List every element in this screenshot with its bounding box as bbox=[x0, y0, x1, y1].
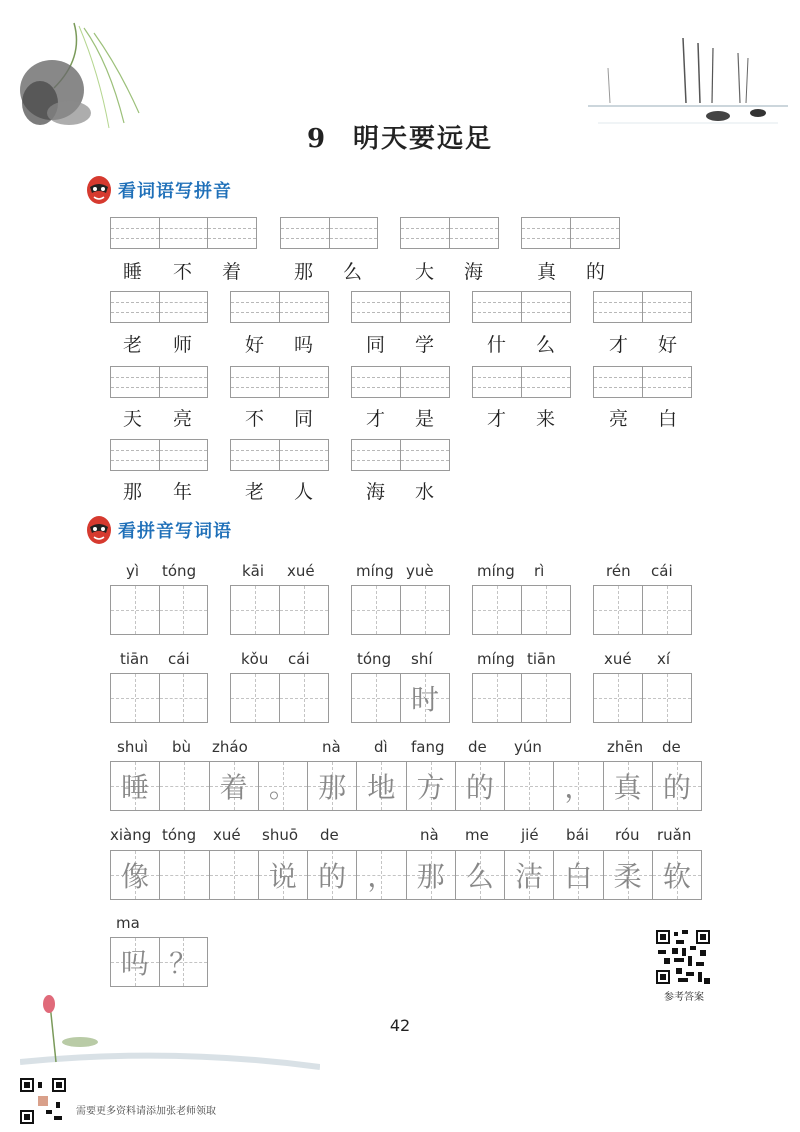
pinyin-writing-box[interactable] bbox=[400, 217, 499, 249]
pinyin-writing-box[interactable] bbox=[521, 217, 620, 249]
character-grid[interactable] bbox=[472, 673, 571, 723]
word-char: 年 bbox=[173, 481, 193, 503]
word-char: 亮 bbox=[173, 408, 193, 430]
character-grid[interactable] bbox=[110, 585, 208, 635]
word-char: 老 bbox=[245, 481, 265, 503]
word-char: 师 bbox=[173, 334, 193, 356]
pinyin-label: cái bbox=[288, 650, 310, 668]
pinyin-label: de bbox=[320, 826, 339, 844]
pinyin-label: tóng bbox=[357, 650, 392, 668]
pinyin-label: zháo bbox=[212, 738, 248, 756]
pinyin-writing-box[interactable] bbox=[472, 366, 571, 398]
word-char: 吗 bbox=[294, 334, 314, 356]
word-char: 不 bbox=[245, 408, 265, 430]
word-char: 才 bbox=[609, 334, 629, 356]
pinyin-label: xí bbox=[657, 650, 671, 668]
pinyin-writing-box[interactable] bbox=[110, 366, 208, 398]
pinyin-writing-box[interactable] bbox=[472, 291, 571, 323]
pinyin-label: ruǎn bbox=[657, 826, 692, 844]
pinyin-label: tóng bbox=[162, 562, 197, 580]
pinyin-writing-box[interactable] bbox=[110, 217, 257, 249]
word-char: 好 bbox=[245, 334, 265, 356]
page-title bbox=[0, 118, 800, 155]
character-grid[interactable] bbox=[472, 585, 571, 635]
sentence-grid[interactable]: 吗 ？ bbox=[110, 937, 208, 987]
pinyin-writing-box[interactable] bbox=[230, 439, 329, 471]
qr-caption: 参考答案 bbox=[664, 992, 704, 1003]
pinyin-label: ma bbox=[116, 914, 140, 932]
pinyin-writing-box[interactable] bbox=[110, 439, 208, 471]
pinyin-label: nà bbox=[420, 826, 439, 844]
word-char: 亮 bbox=[609, 408, 629, 430]
pinyin-label: bù bbox=[172, 738, 192, 756]
pinyin-label: tóng bbox=[162, 826, 197, 844]
word-char: 是 bbox=[415, 408, 435, 430]
pinyin-label: kāi bbox=[242, 562, 265, 580]
pinyin-label: de bbox=[662, 738, 681, 756]
pinyin-label: tiān bbox=[120, 650, 149, 668]
section-heading-pinyin bbox=[86, 174, 232, 206]
lesson-title: 明天要远足 bbox=[353, 124, 494, 154]
pinyin-label: xué bbox=[213, 826, 241, 844]
word-char: 海 bbox=[464, 261, 484, 283]
lesson-number: 9 bbox=[306, 124, 328, 154]
opera-mask-icon bbox=[86, 175, 112, 205]
pinyin-label: cái bbox=[651, 562, 673, 580]
pinyin-label: tiān bbox=[527, 650, 556, 668]
pinyin-label: shuō bbox=[262, 826, 299, 844]
character-grid[interactable] bbox=[351, 585, 450, 635]
opera-mask-icon bbox=[86, 515, 112, 545]
word-char: 好 bbox=[658, 334, 678, 356]
pinyin-writing-box[interactable] bbox=[110, 291, 208, 323]
word-char: 大 bbox=[415, 261, 435, 283]
pinyin-label: shí bbox=[411, 650, 433, 668]
word-char: 同 bbox=[366, 334, 386, 356]
word-char: 学 bbox=[415, 334, 435, 356]
character-grid[interactable] bbox=[230, 673, 329, 723]
word-char: 着 bbox=[222, 261, 242, 283]
pinyin-label: nà bbox=[322, 738, 341, 756]
footer-qr-code[interactable] bbox=[20, 1078, 66, 1124]
pinyin-label: de bbox=[468, 738, 487, 756]
word-char: 那 bbox=[294, 261, 314, 283]
pinyin-writing-box[interactable] bbox=[230, 366, 329, 398]
pinyin-label: shuì bbox=[117, 738, 148, 756]
word-char: 那 bbox=[123, 481, 143, 503]
pinyin-label: yuè bbox=[406, 562, 434, 580]
pinyin-label: xué bbox=[604, 650, 632, 668]
word-char: 人 bbox=[294, 481, 314, 503]
pinyin-label: míng bbox=[477, 562, 515, 580]
pinyin-label: rén bbox=[606, 562, 631, 580]
footer-note: 需要更多资料请添加张老师领取 bbox=[76, 1106, 216, 1117]
pinyin-label: míng bbox=[356, 562, 394, 580]
word-char: 睡 bbox=[123, 261, 143, 283]
rock-willow-illustration bbox=[14, 18, 154, 133]
character-grid[interactable]: 时 bbox=[351, 673, 450, 723]
pinyin-label: me bbox=[465, 826, 489, 844]
word-char: 什 bbox=[487, 334, 507, 356]
sentence-grid[interactable]: 睡 着 。 那 地 方 的 ， 真 的 bbox=[110, 761, 702, 811]
pinyin-writing-box[interactable] bbox=[351, 291, 450, 323]
pinyin-label: kǒu bbox=[241, 650, 269, 668]
pinyin-label: rì bbox=[534, 562, 545, 580]
page-number: 42 bbox=[389, 1016, 411, 1035]
pinyin-writing-box[interactable] bbox=[593, 366, 692, 398]
character-grid[interactable] bbox=[230, 585, 329, 635]
pinyin-writing-box[interactable] bbox=[593, 291, 692, 323]
pinyin-writing-box[interactable] bbox=[351, 439, 450, 471]
pinyin-writing-box[interactable] bbox=[351, 366, 450, 398]
pinyin-label: fang bbox=[411, 738, 445, 756]
word-char: 海 bbox=[366, 481, 386, 503]
word-char: 来 bbox=[536, 408, 556, 430]
word-char: 白 bbox=[658, 408, 678, 430]
pinyin-label: cái bbox=[168, 650, 190, 668]
pinyin-label: yún bbox=[514, 738, 542, 756]
word-char: 么 bbox=[536, 334, 556, 356]
pinyin-label: bái bbox=[566, 826, 589, 844]
word-char: 同 bbox=[294, 408, 314, 430]
word-char: 么 bbox=[343, 261, 363, 283]
character-grid[interactable] bbox=[593, 673, 692, 723]
pinyin-label: jié bbox=[521, 826, 539, 844]
word-char: 的 bbox=[586, 261, 606, 283]
pinyin-writing-box[interactable] bbox=[280, 217, 378, 249]
word-char: 不 bbox=[173, 261, 193, 283]
section-heading-text: 看词语写拼音 bbox=[118, 181, 232, 202]
sentence-grid[interactable]: 像 说 的 ， 那 么 洁 白 柔 软 bbox=[110, 850, 702, 900]
word-char: 水 bbox=[415, 481, 435, 503]
word-char: 真 bbox=[537, 261, 557, 283]
pinyin-label: xué bbox=[287, 562, 315, 580]
pinyin-label: xiàng bbox=[110, 826, 152, 844]
word-char: 才 bbox=[366, 408, 386, 430]
pinyin-label: dì bbox=[374, 738, 388, 756]
character-grid[interactable] bbox=[110, 673, 208, 723]
pinyin-label: míng bbox=[477, 650, 515, 668]
section-heading-words bbox=[86, 514, 232, 546]
answer-qr-code[interactable] bbox=[654, 928, 712, 986]
lotus-illustration bbox=[20, 992, 320, 1072]
word-char: 天 bbox=[123, 408, 143, 430]
pinyin-label: zhēn bbox=[607, 738, 644, 756]
pinyin-label: yì bbox=[126, 562, 140, 580]
word-char: 老 bbox=[123, 334, 143, 356]
word-char: 才 bbox=[487, 408, 507, 430]
section-heading-text: 看拼音写词语 bbox=[118, 521, 232, 542]
character-grid[interactable] bbox=[593, 585, 692, 635]
pinyin-label: róu bbox=[615, 826, 640, 844]
pinyin-writing-box[interactable] bbox=[230, 291, 329, 323]
